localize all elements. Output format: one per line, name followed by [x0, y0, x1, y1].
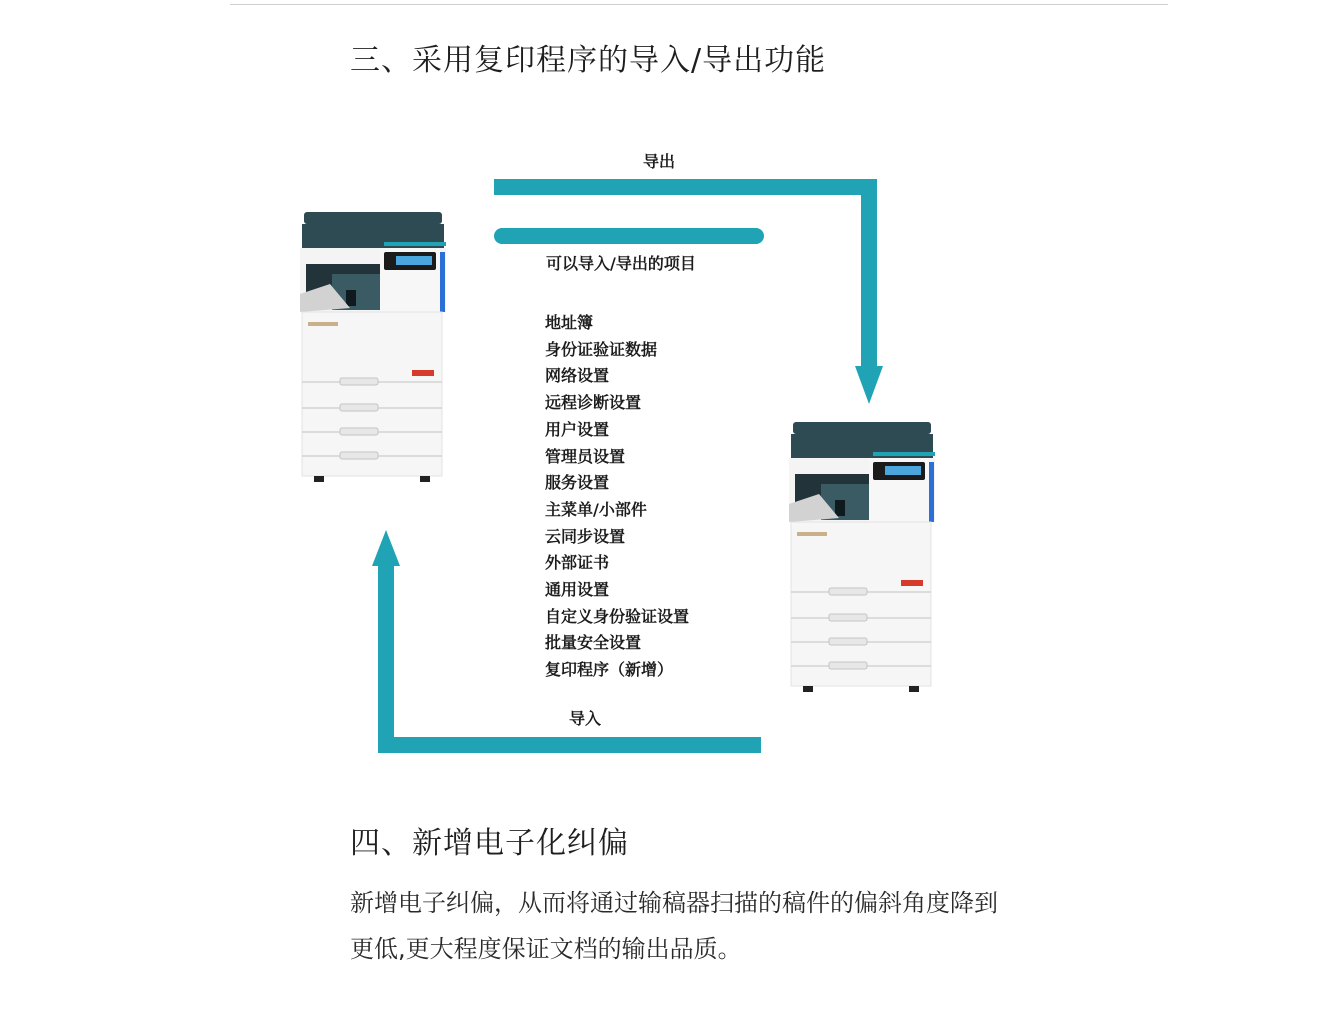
list-item: 网络设置 [545, 366, 610, 386]
import-label: 导入 [569, 709, 602, 728]
list-item: 批量安全设置 [545, 633, 642, 653]
list-item: 身份证验证数据 [545, 339, 658, 359]
export-label: 导出 [643, 152, 676, 171]
copier-right [789, 422, 935, 692]
items-list [545, 310, 689, 684]
list-item: 用户设置 [545, 419, 610, 439]
section-4-paragraph [350, 880, 1050, 972]
list-item: 复印程序（新增） [545, 660, 674, 680]
list-item: 云同步设置 [545, 526, 626, 546]
list-item: 地址簿 [545, 313, 594, 332]
section-4-title: 四、新增电子化纠偏 [350, 826, 629, 861]
list-item: 主菜单/小部件 [545, 499, 647, 519]
list-item: 外部证书 [545, 553, 610, 573]
list-item: 通用设置 [545, 580, 610, 600]
list-item: 远程诊断设置 [545, 393, 642, 413]
paragraph-line: 新增电子纠偏，从而将通过输稿器扫描的稿件的偏斜角度降到 [350, 889, 998, 917]
paragraph-line: 更低,更大程度保证文档的输出品质。 [350, 935, 742, 963]
items-title: 可以导入/导出的项目 [546, 254, 696, 273]
copier-left [300, 212, 446, 482]
section-3-title: 三、采用复印程序的导入/导出功能 [350, 43, 827, 78]
list-item: 服务设置 [545, 473, 610, 493]
list-item: 自定义身份验证设置 [545, 606, 690, 626]
list-item: 管理员设置 [545, 446, 626, 466]
